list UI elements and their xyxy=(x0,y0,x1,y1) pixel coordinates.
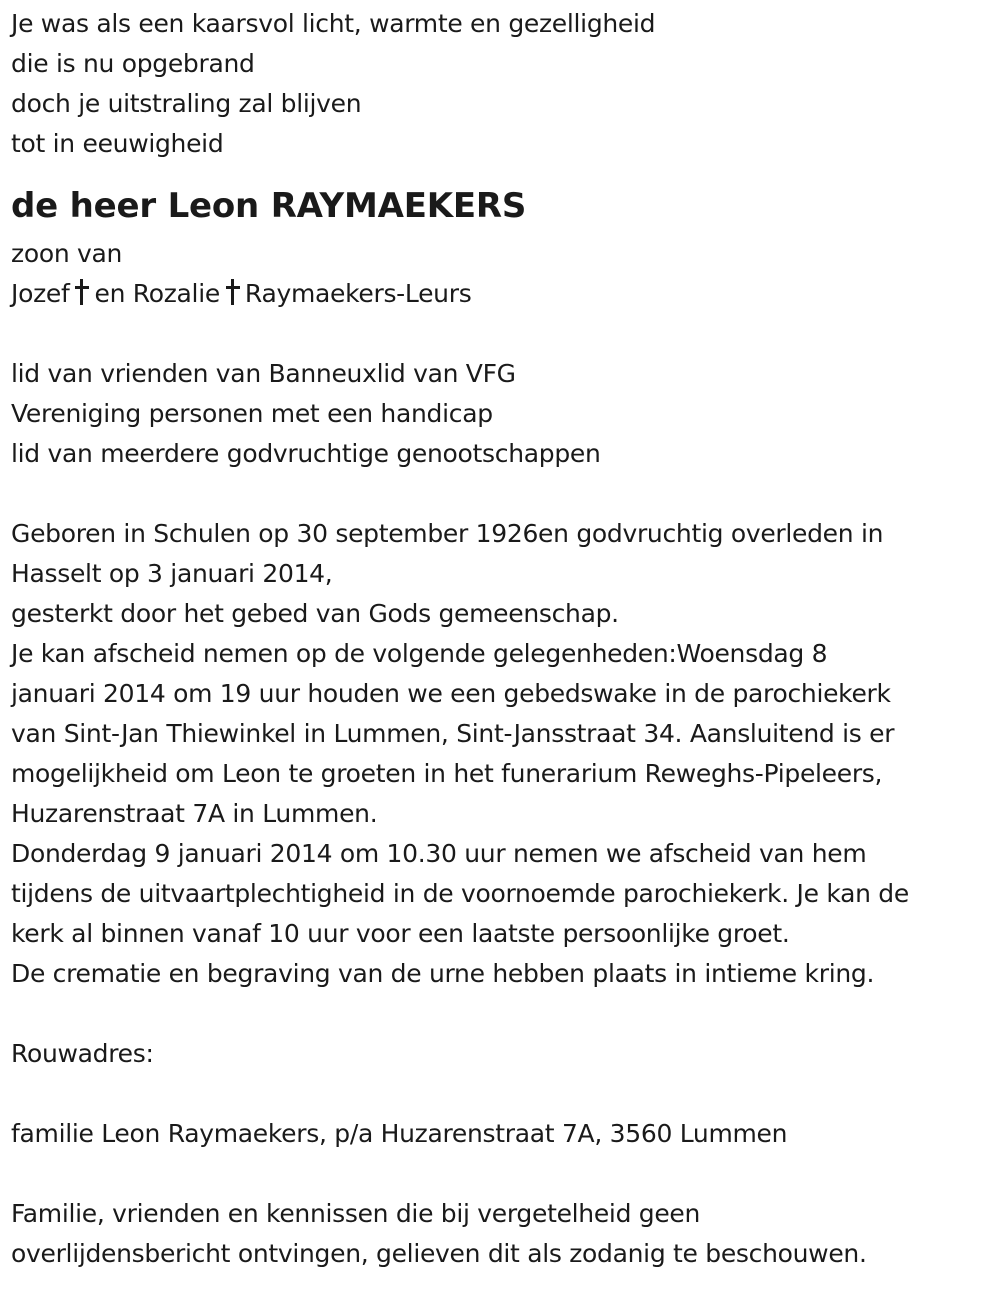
deceased-name-title: de heer Leon RAYMAEKERS xyxy=(11,186,527,226)
mother-name: en Rozalie xyxy=(94,279,220,308)
poem-line: doch je uitstraling zal blijven xyxy=(11,89,362,118)
announcement-line: mogelijkheid om Leon te groeten in het funerarium Reweghs-Pipeleers, xyxy=(11,759,883,788)
announcement-line: Geboren in Schulen op 30 september 1926en godvruchtig overleden in xyxy=(11,519,884,548)
membership-line: Vereniging personen met een handicap xyxy=(11,399,493,428)
announcement-line: januari 2014 om 19 uur houden we een gebedswake in de parochiekerk xyxy=(11,679,891,708)
closing-note xyxy=(11,1194,996,1274)
spacer xyxy=(11,994,996,1034)
announcement-line: gesterkt door het gebed van Gods gemeenschap. xyxy=(11,599,619,628)
mourning-address-label: Rouwadres: xyxy=(11,1039,154,1068)
spacer xyxy=(11,314,996,354)
mourning-address: familie Leon Raymaekers, p/a Huzarenstraat 7A, 3560 Lummen xyxy=(11,1119,788,1148)
spacer xyxy=(11,1074,996,1114)
obituary-page xyxy=(11,4,996,1274)
announcement xyxy=(11,514,996,994)
poem-line: Je was als een kaarsvol licht, warmte en gezelligheid xyxy=(11,9,656,38)
closing-line: overlijdensbericht ontvingen, gelieven dit als zodanig te beschouwen. xyxy=(11,1239,867,1268)
announcement-line: tijdens de uitvaartplechtigheid in de voornoemde parochiekerk. Je kan de xyxy=(11,879,909,908)
announcement-line: Je kan afscheid nemen op de volgende gelegenheden:Woensdag 8 xyxy=(11,639,828,668)
closing-line: Familie, vrienden en kennissen die bij vergetelheid geen xyxy=(11,1199,701,1228)
membership-line: lid van vrienden van Banneuxlid van VFG xyxy=(11,359,516,388)
parents-surname: Raymaekers-Leurs xyxy=(244,279,472,308)
poem-line: die is nu opgebrand xyxy=(11,49,255,78)
spacer xyxy=(11,1154,996,1194)
latin-cross-icon xyxy=(75,279,89,305)
latin-cross-icon xyxy=(226,279,240,305)
poem xyxy=(11,4,996,164)
announcement-line: van Sint-Jan Thiewinkel in Lummen, Sint-Jansstraat 34. Aansluitend is er xyxy=(11,719,895,748)
father-name: Jozef xyxy=(11,279,70,308)
announcement-line: Huzarenstraat 7A in Lummen. xyxy=(11,799,378,828)
membership-line: lid van meerdere godvruchtige genootschappen xyxy=(11,439,601,468)
announcement-line: Donderdag 9 januari 2014 om 10.30 uur nemen we afscheid van hem xyxy=(11,839,867,868)
announcement-line: De crematie en begraving van de urne hebben plaats in intieme kring. xyxy=(11,959,875,988)
poem-line: tot in eeuwigheid xyxy=(11,129,224,158)
relation-text: zoon van xyxy=(11,239,123,268)
announcement-line: kerk al binnen vanaf 10 uur voor een laatste persoonlijke groet. xyxy=(11,919,790,948)
announcement-line: Hasselt op 3 januari 2014, xyxy=(11,559,333,588)
spacer xyxy=(11,474,996,514)
parents-line xyxy=(11,274,996,314)
memberships xyxy=(11,354,996,474)
